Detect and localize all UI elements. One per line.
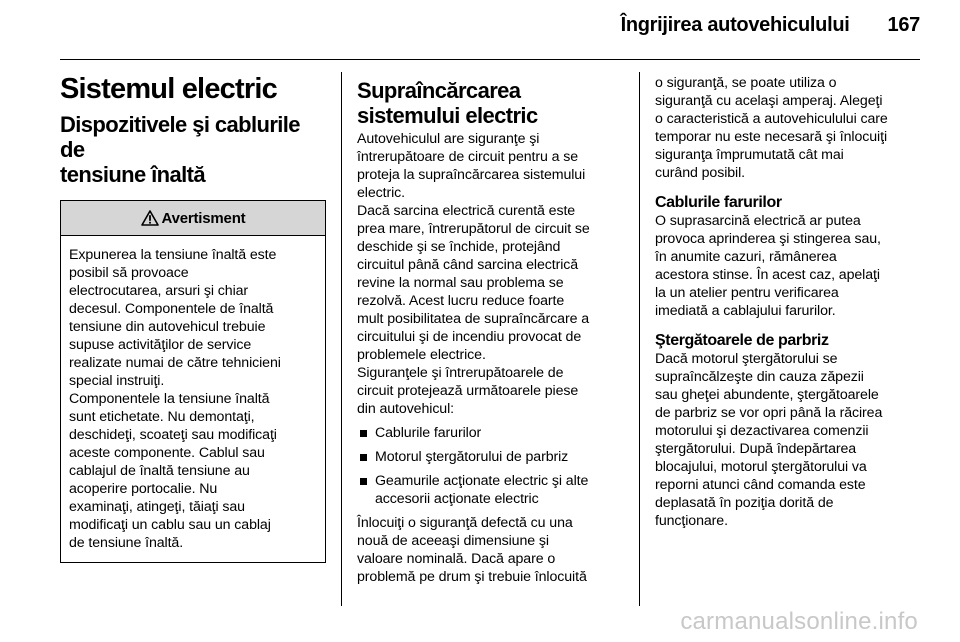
overload-paragraph-1 (357, 130, 625, 202)
list-item-text: accesorii acţionate electric (375, 491, 539, 507)
text-line: posibil să provoace (69, 265, 189, 281)
header-rule (60, 59, 920, 60)
text-line: Expunerea la tensiune înaltă este (69, 247, 277, 263)
text-line: decesul. Componentele de înaltă (69, 301, 274, 317)
warning-body (61, 236, 325, 562)
column-divider-1 (341, 72, 342, 606)
text-line: O suprasarcină electrică ar putea (655, 213, 861, 229)
text-line: Înlocuiţi o siguranţă defectă cu una (357, 515, 573, 531)
text-line: blocajului, motorul ştergătorului va (655, 459, 867, 475)
warning-paragraph-1 (69, 246, 317, 390)
list-item (357, 448, 625, 466)
text-line: curând posibil. (655, 165, 745, 181)
bullet-square-icon (360, 454, 367, 461)
text-line: o caracteristică a autovehiculului care (655, 111, 888, 127)
warning-label: Avertisment (161, 209, 246, 227)
text-line: ştergătorului. După îndepărtarea (655, 441, 857, 457)
text-line: sunt etichetate. Nu demontaţi, (69, 409, 255, 425)
overload-paragraph-4 (357, 514, 625, 586)
text-line: mult posibilitatea de supraîncărcare a (357, 311, 589, 327)
overload-paragraph-3 (357, 364, 625, 418)
warning-triangle-icon (141, 210, 159, 226)
text-line: de tensiune înaltă. (69, 535, 184, 551)
subsection-title-line-1: Dispozitivele şi cablurile de (60, 112, 300, 162)
headlamp-wiring-heading: Cablurile farurilor (655, 194, 782, 211)
text-line: circuit protejează următoarele piese (357, 383, 579, 399)
text-line: deschide şi se închide, protejând (357, 239, 561, 255)
text-line: circuitului şi de incendiu provocat de (357, 329, 582, 345)
text-line: realizate numai de către tehnicieni (69, 355, 281, 371)
text-line: modificaţi un cablu sau un cablaj (69, 517, 271, 533)
section-title: Sistemul electric (60, 73, 277, 105)
text-line: cablajul de înaltă tensiune au (69, 463, 250, 479)
text-line: întrerupătoare de circuit pentru a se (357, 149, 579, 165)
text-line: Autovehiculul are siguranţe şi (357, 131, 540, 147)
subsection-title-overload (357, 78, 625, 128)
text-line: nouă de aceeaşi dimensiune şi (357, 533, 549, 549)
text-line: motorului şi dezactivarea comenzii (655, 423, 869, 439)
column-1 (60, 72, 326, 563)
subsection-title-line-1: Supraîncărcarea (357, 78, 521, 103)
text-line: sau gheţei abundente, ştergătoarele (655, 387, 879, 403)
text-line: imediată a cablajului farurilor. (655, 303, 836, 319)
wipers-heading: Ştergătoarele de parbriz (655, 332, 829, 349)
list-item (357, 472, 625, 508)
subsection-title-high-voltage (60, 112, 326, 187)
text-line: supuse activităţilor de service (69, 337, 252, 353)
text-line: deplasată în poziţia dorită de (655, 495, 834, 511)
list-item-text: Motorul ştergătorului de parbriz (375, 449, 569, 465)
text-line: electric. (357, 185, 405, 201)
text-line: problemele electrice. (357, 347, 486, 363)
text-line: prea mare, întrerupătorul de circuit se (357, 221, 590, 237)
column-2 (357, 72, 625, 586)
headlamp-wiring-paragraph (655, 212, 925, 320)
text-line: temporar nu este necesară şi înlocuiţi (655, 129, 887, 145)
text-line: provoca aprinderea şi stingerea sau, (655, 231, 881, 247)
warning-paragraph-2 (69, 390, 317, 552)
text-line: examinaţi, atingeţi, tăiaţi sau (69, 499, 245, 515)
watermark: carmanualsonline.info (680, 608, 918, 635)
bullet-square-icon (360, 430, 367, 437)
subsection-title-line-2: sistemului electric (357, 103, 538, 128)
text-line: electrocutarea, arsuri şi chiar (69, 283, 249, 299)
text-line: acoperire portocalie. Nu (69, 481, 218, 497)
text-line: valoare nominală. Dacă apare o (357, 551, 556, 567)
subsection-title-line-2: tensiune înaltă (60, 162, 206, 187)
page-number: 167 (887, 14, 920, 36)
text-line: în anumite cazuri, rămânerea (655, 249, 837, 265)
chapter-title: Îngrijirea autovehiculului (620, 14, 850, 36)
text-line: revine la normal sau problema se (357, 275, 564, 291)
text-line: acestora stinse. În acest caz, apelaţi (655, 267, 880, 283)
warning-header (61, 201, 325, 236)
text-line: siguranţă cu acelaşi amperaj. Alegeţi (655, 93, 883, 109)
list-item-text: Geamurile acţionate electric şi alte (375, 473, 589, 489)
text-line: Dacă motorul ştergătorului se (655, 351, 838, 367)
text-line: aceste componente. Cablul sau (69, 445, 265, 461)
text-line: deschideţi, scoateţi sau modificaţi (69, 427, 277, 443)
text-line: circuitul până când sarcina electrică (357, 257, 579, 273)
text-line: la un atelier pentru verificarea (655, 285, 839, 301)
warning-box (60, 200, 326, 563)
text-line: special instruiţi. (69, 373, 165, 389)
text-line: Siguranţele şi întrerupătoarele de (357, 365, 564, 381)
text-line: Dacă sarcina electrică curentă este (357, 203, 576, 219)
text-line: rezolvă. Acest lucru reduce foarte (357, 293, 565, 309)
list-item-text: Cablurile farurilor (375, 425, 482, 441)
text-line: problemă pe drum şi trebuie înlocuită (357, 569, 587, 585)
text-line: supraîncălzeşte din cauza zăpezii (655, 369, 864, 385)
text-line: siguranţa împrumutată cât mai (655, 147, 844, 163)
text-line: Componentele la tensiune înaltă (69, 391, 270, 407)
text-line: reporni atunci când comanda este (655, 477, 866, 493)
text-line: din autovehicul: (357, 401, 454, 417)
list-item (357, 424, 625, 442)
text-line: funcţionare. (655, 513, 728, 529)
column-divider-2 (639, 72, 640, 606)
wipers-paragraph (655, 350, 925, 530)
bullet-square-icon (360, 478, 367, 485)
fuse-continuation-paragraph (655, 74, 925, 182)
running-header (621, 14, 920, 37)
text-line: proteja la supraîncărcarea sistemului (357, 167, 586, 183)
column-3 (655, 72, 925, 530)
text-line: o siguranţă, se poate utiliza o (655, 75, 837, 91)
text-line: tensiune din autovehicul trebuie (69, 319, 266, 335)
text-line: de parbriz se vor opri până la răcirea (655, 405, 883, 421)
overload-paragraph-2 (357, 202, 625, 364)
protected-parts-list (357, 424, 625, 508)
